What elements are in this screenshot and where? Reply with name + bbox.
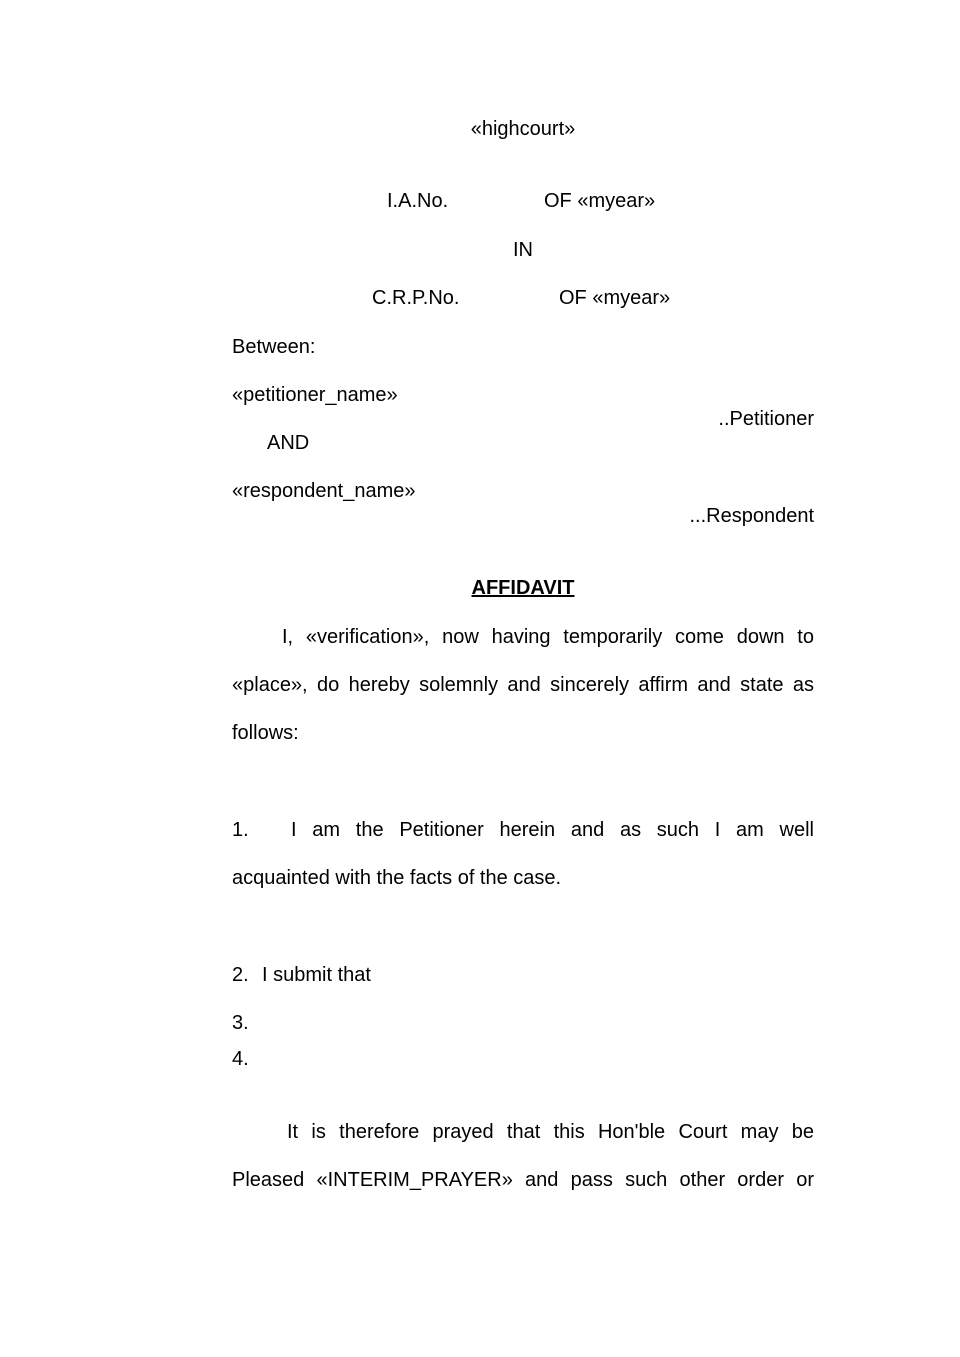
para-1-line-2: acquainted with the facts of the case. — [232, 867, 562, 889]
para-1-number: 1. — [232, 819, 249, 841]
intro-line-1: I, «verification», now having temporarily come down to — [282, 626, 814, 648]
ia-year: OF «myear» — [544, 190, 656, 212]
petitioner-role: ..Petitioner — [718, 408, 814, 430]
ia-number-label: I.A.No. — [387, 190, 449, 212]
crp-year: OF «myear» — [559, 287, 671, 309]
court-name: «highcourt» — [470, 118, 576, 140]
para-1-line-1: I am the Petitioner herein and as such I am well — [291, 819, 814, 841]
para-4-number: 4. — [232, 1048, 249, 1070]
petitioner-name: «petitioner_name» — [232, 384, 398, 406]
respondent-name: «respondent_name» — [232, 480, 416, 502]
para-2-text: I submit that — [262, 964, 371, 986]
between-label: Between: — [232, 336, 316, 358]
in-connector: IN — [513, 239, 533, 261]
para-2-number: 2. — [232, 964, 249, 986]
prayer-line-1: It is therefore prayed that this Hon'ble Court may be — [287, 1121, 814, 1143]
affidavit-title: AFFIDAVIT — [471, 577, 575, 599]
para-3-number: 3. — [232, 1012, 249, 1034]
crp-number-label: C.R.P.No. — [372, 287, 460, 309]
intro-line-3: follows: — [232, 722, 299, 744]
and-connector: AND — [267, 432, 310, 454]
prayer-line-2: Pleased «INTERIM_PRAYER» and pass such other order or — [232, 1169, 814, 1191]
intro-line-2: «place», do hereby solemnly and sincerely affirm and state as — [232, 674, 814, 696]
respondent-role: ...Respondent — [689, 505, 814, 527]
